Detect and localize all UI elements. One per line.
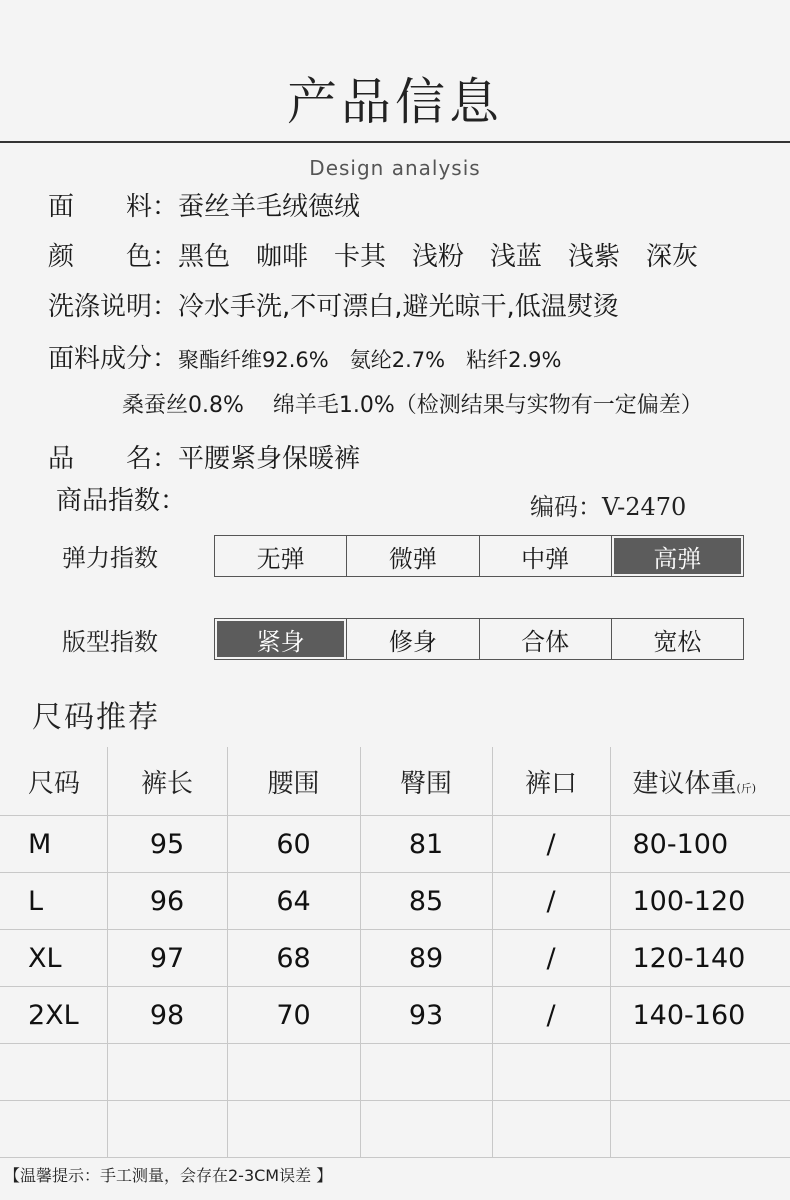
composition-row — [48, 338, 561, 375]
product-name-label: 品 名： — [48, 444, 179, 474]
table-row — [0, 873, 790, 930]
elastic-index-scale — [214, 535, 744, 577]
hip-cell: 85 — [360, 873, 492, 930]
elastic-option: 无弹 — [215, 536, 347, 576]
header-hem: 裤口 — [492, 747, 610, 816]
composition-label: 面料成分： — [48, 344, 179, 374]
fit-option: 修身 — [347, 619, 479, 659]
weight-cell: 120-140 — [610, 930, 790, 987]
footer-note: 【温馨提示：手工测量，会存在2-3CM误差 】 — [4, 1166, 333, 1185]
table-row — [0, 987, 790, 1044]
weight-cell: 100-120 — [610, 873, 790, 930]
hip-cell: 89 — [360, 930, 492, 987]
wash-label: 洗涤说明： — [48, 292, 179, 322]
page-subtitle: Design analysis — [309, 156, 481, 180]
page-title: 产品信息 — [287, 73, 503, 131]
length-cell: 98 — [107, 987, 227, 1044]
product-name-row — [48, 438, 360, 475]
waist-cell: 60 — [227, 816, 360, 873]
fabric-row — [48, 186, 360, 223]
waist-cell: 64 — [227, 873, 360, 930]
size-cell: M — [0, 816, 107, 873]
size-section-heading: 尺码推荐 — [32, 700, 160, 735]
wash-value: 冷水手洗,不可漂白,避光晾干,低温熨烫 — [178, 292, 619, 322]
title-divider — [0, 141, 790, 143]
hem-cell: / — [492, 930, 610, 987]
hip-cell: 81 — [360, 816, 492, 873]
fabric-value: 蚕丝羊毛绒德绒 — [178, 192, 361, 222]
size-cell: 2XL — [0, 987, 107, 1044]
waist-cell: 68 — [227, 930, 360, 987]
fit-index-label: 版型指数 — [62, 628, 158, 656]
table-row — [0, 930, 790, 987]
hip-cell: 93 — [360, 987, 492, 1044]
header-waist: 腰围 — [227, 747, 360, 816]
header-weight — [610, 747, 790, 816]
weight-cell: 140-160 — [610, 987, 790, 1044]
composition-value: 聚酯纤维92.6% 氨纶2.7% 粘纤2.9% — [178, 348, 562, 372]
size-cell: XL — [0, 930, 107, 987]
size-table-header — [0, 747, 790, 816]
length-cell: 95 — [107, 816, 227, 873]
product-code: 编码：V-2470 — [530, 493, 687, 521]
wash-row — [48, 286, 619, 323]
color-row — [48, 236, 698, 273]
empty-row — [0, 1101, 790, 1158]
product-name-value: 平腰紧身保暖裤 — [178, 444, 361, 474]
fabric-label: 面 料： — [48, 192, 179, 222]
color-value: 黑色 咖啡 卡其 浅粉 浅蓝 浅紫 深灰 — [178, 242, 699, 272]
elastic-option: 高弹 — [612, 536, 743, 576]
waist-cell: 70 — [227, 987, 360, 1044]
length-cell: 97 — [107, 930, 227, 987]
fit-option: 宽松 — [653, 627, 702, 656]
weight-cell: 80-100 — [610, 816, 790, 873]
size-cell: L — [0, 873, 107, 930]
fit-option: 紧身 — [215, 619, 347, 659]
elastic-option: 中弹 — [480, 536, 612, 576]
header-length: 裤长 — [107, 747, 227, 816]
hem-cell: / — [492, 987, 610, 1044]
fit-index-scale — [214, 618, 744, 660]
length-cell: 96 — [107, 873, 227, 930]
elastic-index-label: 弹力指数 — [62, 544, 158, 572]
weight-unit: (斤) — [736, 781, 757, 795]
index-heading: 商品指数： — [56, 486, 187, 516]
fit-option: 合体 — [480, 619, 612, 659]
color-label: 颜 色： — [48, 242, 179, 272]
header-weight-label: 建议体重 — [632, 768, 737, 799]
elastic-option: 微弹 — [347, 536, 479, 576]
table-row — [0, 816, 790, 873]
header-hip: 臀围 — [360, 747, 492, 816]
header-size: 尺码 — [0, 747, 107, 816]
empty-row — [0, 1044, 790, 1101]
composition-extra: 桑蚕丝0.8% 绵羊毛1.0%（检测结果与实物有一定偏差） — [122, 393, 703, 418]
hem-cell: / — [492, 873, 610, 930]
size-table — [0, 747, 790, 1158]
hem-cell: / — [492, 816, 610, 873]
